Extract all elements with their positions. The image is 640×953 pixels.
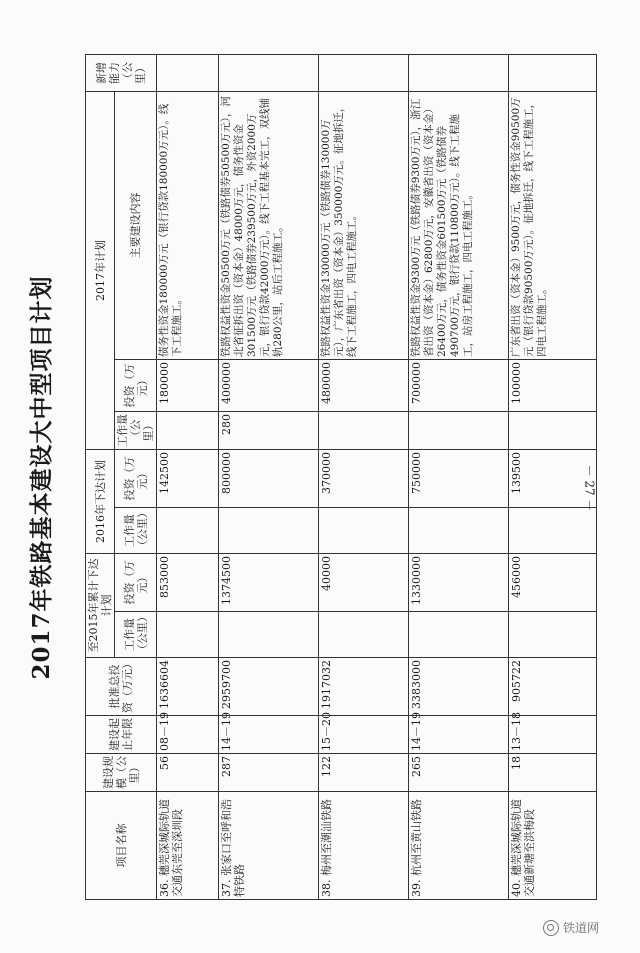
y2017-workload-cell — [509, 412, 597, 450]
years-cell: 08－19 — [157, 716, 219, 754]
header-2016-group: 2016年下达计划 — [86, 450, 115, 554]
wechat-logo-icon — [543, 920, 559, 936]
y2017-investment-cell: 700000 — [409, 360, 509, 412]
cum-workload-cell — [509, 612, 597, 658]
scale-cell: 56 — [157, 754, 219, 792]
y2017-investment-cell: 100000 — [509, 360, 597, 412]
header-new-capacity: 新增能力（公里） — [86, 55, 157, 92]
y2017-workload-cell — [157, 412, 219, 450]
header-2017-group: 2017年计划 — [86, 92, 115, 450]
years-cell: 14－19 — [409, 716, 509, 754]
y2017-workload-cell — [319, 412, 409, 450]
total-investment-cell: 1636604 — [157, 658, 219, 716]
total-investment-cell: 3383000 — [409, 658, 509, 716]
y2016-investment-cell: 750000 — [409, 450, 509, 508]
y2016-workload-cell — [509, 508, 597, 554]
header-scale: 建设规模（公里） — [86, 754, 157, 792]
table-row — [157, 55, 219, 900]
cum-investment-cell: 456000 — [509, 554, 597, 612]
rotated-sheet — [28, 55, 548, 900]
main-content-cell: 铁路权益性资金9300万元（铁路债券9300万元），浙江省出资（资本金）62800万元，安徽省出资（资本金）26400万元，债务性资金601500万元（铁路债券490700万元，银行贷款110800万元）。线下工程施工，站房工程施工，四电工程施工。 — [409, 92, 509, 360]
project-name-cell: 39. 杭州至黄山铁路 — [409, 792, 509, 900]
new-capacity-cell — [509, 55, 597, 92]
y2017-workload-cell: 280 — [219, 412, 319, 450]
new-capacity-cell — [157, 55, 219, 92]
cum-investment-cell: 853000 — [157, 554, 219, 612]
cum-workload-cell — [319, 612, 409, 658]
y2016-investment-cell: 142500 — [157, 450, 219, 508]
table-row — [219, 55, 319, 900]
cum-workload-cell — [219, 612, 319, 658]
y2016-investment-cell: 139500 — [509, 450, 597, 508]
scale-cell: 265 — [409, 754, 509, 792]
header-2016-investment: 投资（万元） — [115, 450, 157, 508]
header-total-investment: 批准总投资（万元） — [86, 658, 157, 716]
y2016-workload-cell — [319, 508, 409, 554]
cum-workload-cell — [157, 612, 219, 658]
new-capacity-cell — [409, 55, 509, 92]
header-main-content: 主要建设内容 — [115, 92, 157, 360]
watermark — [543, 919, 599, 936]
main-content-cell: 债务性资金180000万元（银行贷款180000万元）。线下工程施工。 — [157, 92, 219, 360]
scale-cell: 18 — [509, 754, 597, 792]
project-name-cell: 36. 穗莞深城际轨道交通东莞至深圳段 — [157, 792, 219, 900]
cum-investment-cell: 40000 — [319, 554, 409, 612]
cum-workload-cell — [409, 612, 509, 658]
new-capacity-cell — [319, 55, 409, 92]
project-name-cell: 37. 张家口至呼和浩特铁路 — [219, 792, 319, 900]
header-cumulative-group: 至2015年累计下达计划 — [86, 554, 115, 658]
y2016-investment-cell: 800000 — [219, 450, 319, 508]
main-content-cell: 铁路权益性资金50500万元（铁路债券50500万元），河北省征拆出资（资本金）48000万元，债务性资金301500万元（铁路债券239500万元，外资2000万元，银行贷款42000万元）。线下工程基本完工，双线铺轨280公里，站后工程施工。 — [219, 92, 319, 360]
total-investment-cell: 905722 — [509, 658, 597, 716]
header-2017-investment: 投资（万元） — [115, 360, 157, 412]
header-project-name: 项目名称 — [86, 792, 157, 900]
table-row — [409, 55, 509, 900]
total-investment-cell: 1917032 — [319, 658, 409, 716]
y2017-workload-cell — [409, 412, 509, 450]
y2016-workload-cell — [409, 508, 509, 554]
main-content-cell: 铁路权益性资金130000万元（铁路债券130000万元），广东省出资（资本金）350000万元。征地拆迁，线下工程施工，四电工程施工。 — [319, 92, 409, 360]
years-cell: 13－18 — [509, 716, 597, 754]
page-number: － 27 － — [582, 464, 597, 512]
y2017-investment-cell: 480000 — [319, 360, 409, 412]
table-body — [157, 55, 597, 900]
header-years: 建设起止年限 — [86, 716, 157, 754]
scale-cell: 287 — [219, 754, 319, 792]
years-cell: 15－20 — [319, 716, 409, 754]
header-cum-investment: 投资（万元） — [115, 554, 157, 612]
page-title: 2017年铁路基本建设大中型项目计划 — [28, 275, 55, 680]
main-content-cell: 广东省出资（资本金）9500万元，债务性资金90500万元（银行贷款90500万元）。征地拆迁，线下工程施工，四电工程施工。 — [509, 92, 597, 360]
y2017-investment-cell: 400000 — [219, 360, 319, 412]
y2016-workload-cell — [157, 508, 219, 554]
header-row-1 — [86, 55, 115, 900]
project-name-cell: 40. 穗莞深城际轨道交通新塘至洪梅段 — [509, 792, 597, 900]
header-2016-workload: 工作量（公里） — [115, 508, 157, 554]
y2016-workload-cell — [219, 508, 319, 554]
header-cum-workload: 工作量（公里） — [115, 612, 157, 658]
total-investment-cell: 2959700 — [219, 658, 319, 716]
cum-investment-cell: 1374500 — [219, 554, 319, 612]
y2016-investment-cell: 370000 — [319, 450, 409, 508]
cum-investment-cell: 1330000 — [409, 554, 509, 612]
watermark-text: 铁道网 — [563, 921, 600, 935]
y2017-investment-cell: 180000 — [157, 360, 219, 412]
years-cell: 14－19 — [219, 716, 319, 754]
project-name-cell: 38. 梅州至潮汕铁路 — [319, 792, 409, 900]
header-2017-workload: 工作量（公里） — [115, 412, 157, 450]
new-capacity-cell — [219, 55, 319, 92]
plan-table — [85, 54, 597, 900]
table-row — [319, 55, 409, 900]
scale-cell: 122 — [319, 754, 409, 792]
